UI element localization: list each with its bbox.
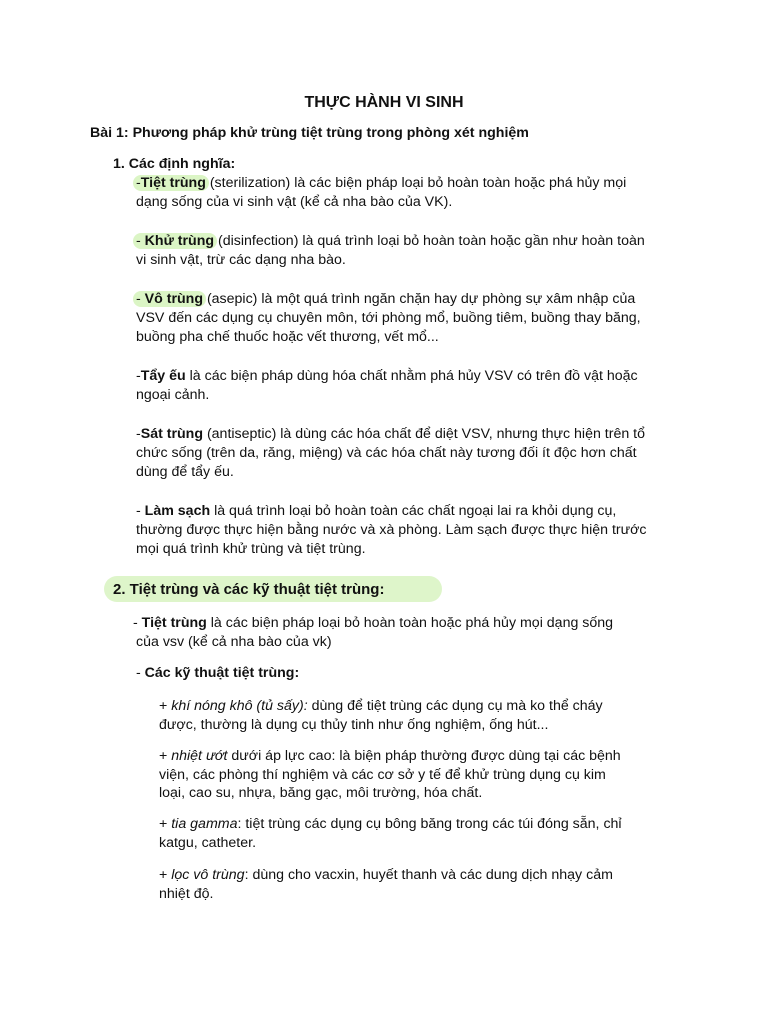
technique-line: katgu, catheter. <box>159 835 257 851</box>
technique-moist-heat: + nhiệt ướt dưới áp lực cao: là biện pháp thường được dùng tại các bệnh <box>159 748 621 764</box>
highlighted-term: - Khử trùng <box>133 233 217 249</box>
definition-line: của vsv (kể cả nha bào của vk) <box>136 634 332 650</box>
technique-dry-heat: + khí nóng khô (tủ sấy): dùng để tiệt trùng các dụng cụ mà ko thể cháy <box>159 698 603 714</box>
technique-gamma: + tia gamma: tiệt trùng các dụng cụ bông băng trong các túi đóng sẵn, chỉ <box>159 816 622 832</box>
highlighted-term: - Vô trùng <box>133 291 206 307</box>
page-title: THỰC HÀNH VI SINH <box>304 94 464 111</box>
definition-line: dùng để tẩy ếu. <box>136 464 234 480</box>
definition-tay-eu: -Tẩy ếu là các biện pháp dùng hóa chất nhằm phá hủy VSV có trên đồ vật hoặc <box>136 368 638 384</box>
section-1-heading: 1. Các định nghĩa: <box>113 156 236 172</box>
technique-line: loại, cao su, nhựa, băng gạc, môi trường, hóa chất. <box>159 785 483 801</box>
highlighted-term: -Tiệt trùng <box>133 175 209 191</box>
definition-line: VSV đến các dụng cụ chuyên môn, tới phòng mổ, buồng tiêm, buồng thay băng, <box>136 310 641 326</box>
definition-line: vi sinh vật, trừ các dạng nha bào. <box>136 252 346 268</box>
definition-line: mọi quá trình khử trùng và tiệt trùng. <box>136 541 366 557</box>
definition-vo-trung: - Vô trùng (asepic) là một quá trình ngăn chặn hay dự phòng sự xâm nhập của <box>136 290 635 309</box>
lesson-heading: Bài 1: Phương pháp khử trùng tiệt trùng trong phòng xét nghiệm <box>90 125 529 141</box>
definition-line: ngoại cảnh. <box>136 387 210 403</box>
technique-line: nhiệt độ. <box>159 886 214 902</box>
definition-sat-trung: -Sát trùng (antiseptic) là dùng các hóa chất để diệt VSV, nhưng thực hiện trên tổ <box>136 426 646 442</box>
definition-line: dạng sống của vi sinh vật (kể cả nha bào của VK). <box>136 194 453 210</box>
technique-line: được, thường là dụng cụ thủy tinh như ống nghiệm, ống hút... <box>159 717 549 733</box>
technique-line: viện, các phòng thí nghiệm và các cơ sở y tế để khử trùng dụng cụ kim <box>159 767 606 783</box>
definition-line: thường được thực hiện bằng nước và xà phòng. Làm sạch được thực hiện trước <box>136 522 647 538</box>
section-2-heading: 2. Tiệt trùng và các kỹ thuật tiệt trùng: <box>113 581 385 598</box>
definition-khu-trung: - Khử trùng (disinfection) là quá trình loại bỏ hoàn toàn hoặc gần như hoàn toàn <box>136 232 645 251</box>
definition-tiet-trung-2: - Tiệt trùng là các biện pháp loại bỏ hoàn toàn hoặc phá hủy mọi dạng sống <box>133 615 614 631</box>
definition-lam-sach: - Làm sạch là quá trình loại bỏ hoàn toàn các chất ngoại lai ra khỏi dụng cụ, <box>136 503 617 519</box>
technique-filtration: + lọc vô trùng: dùng cho vacxin, huyết thanh và các dung dịch nhạy cảm <box>159 867 613 883</box>
techniques-heading: - Các kỹ thuật tiệt trùng: <box>136 665 300 681</box>
definition-line: buồng pha chế thuốc hoặc vết thương, vết mổ... <box>136 329 439 345</box>
definition-tiet-trung: -Tiệt trùng (sterilization) là các biện pháp loại bỏ hoàn toàn hoặc phá hủy mọi <box>136 174 626 193</box>
definition-line: chức sống (trên da, răng, miệng) và các hóa chất này tương đối ít độc hơn chất <box>136 445 637 461</box>
